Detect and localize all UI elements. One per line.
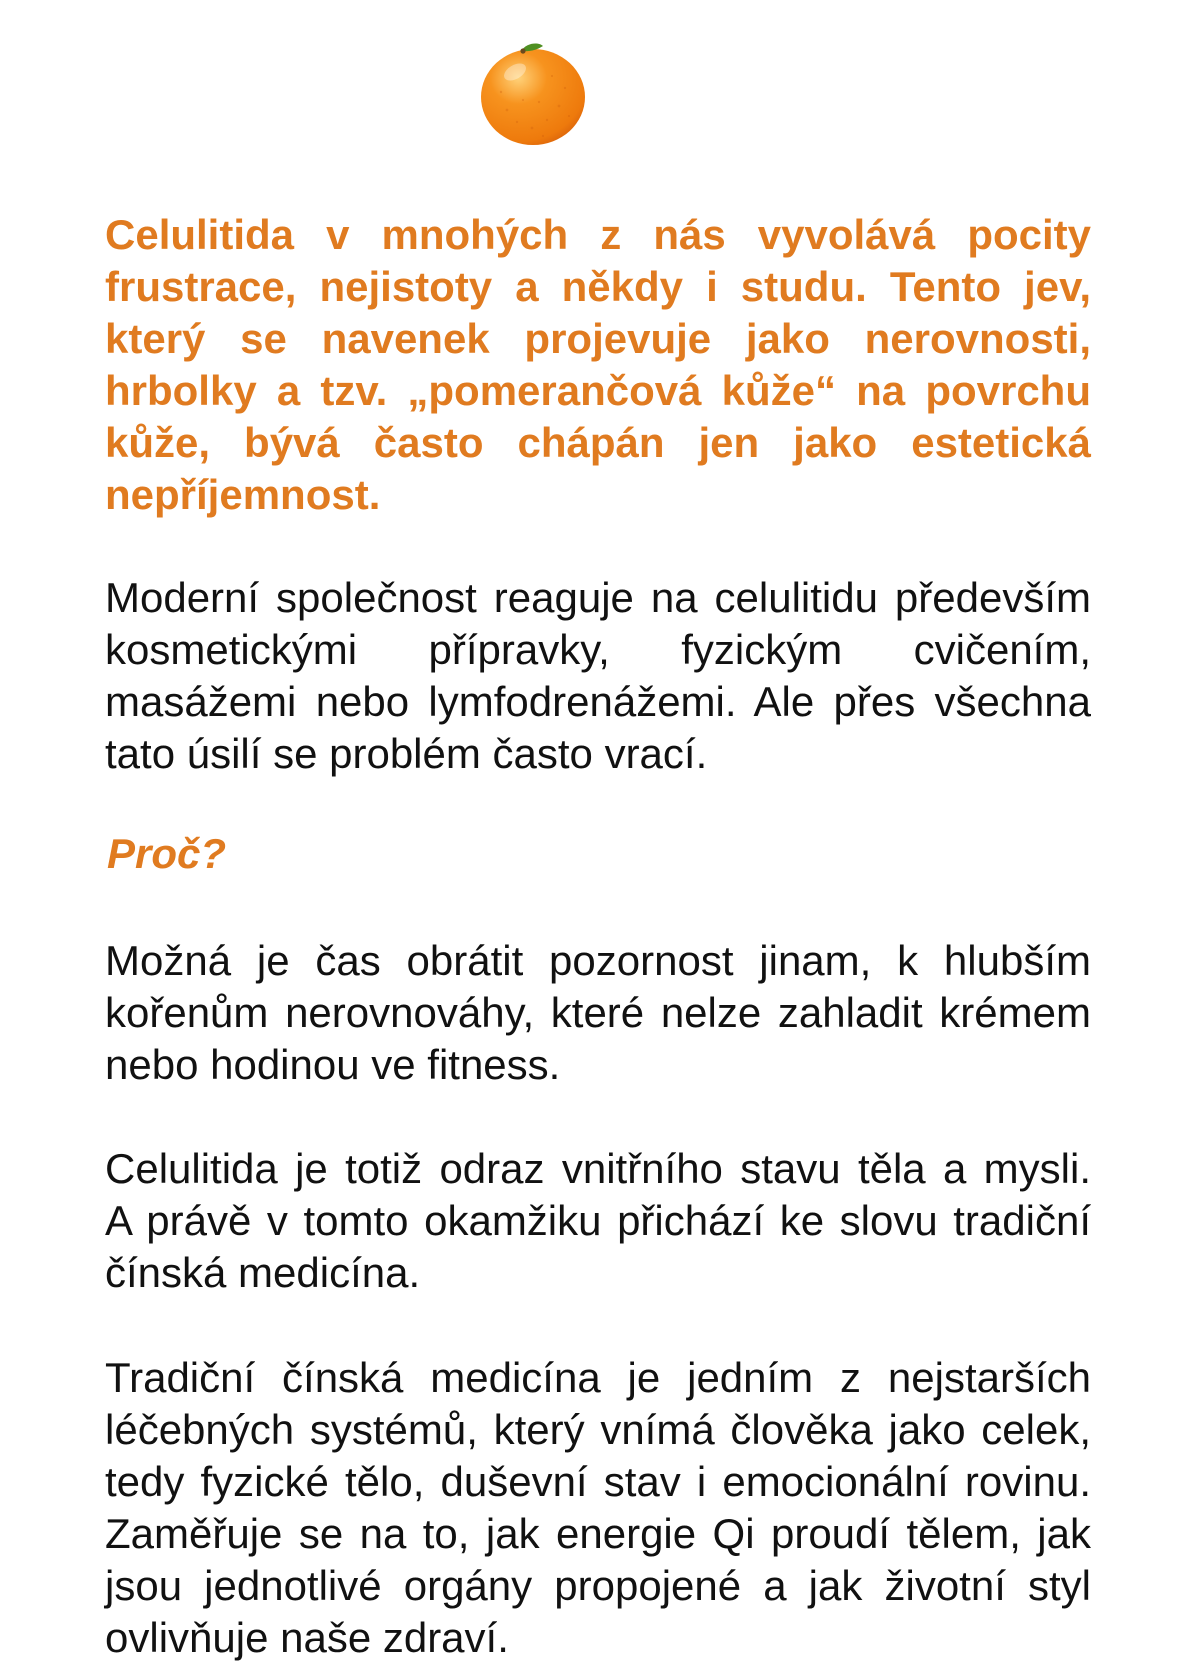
text-line: Tradiční čínská medicína je jedním z nejstarších bbox=[105, 1354, 1091, 1401]
text-line: frustrace, nejistoty a někdy i studu. Tento jev, bbox=[105, 263, 1091, 310]
body-mind-paragraph bbox=[105, 1143, 1091, 1299]
text-line: nebo hodinou ve fitness. bbox=[105, 1041, 561, 1088]
text-line: Zaměřuje se na to, jak energie Qi proudí tělem, jak bbox=[105, 1510, 1091, 1557]
text-line: Moderní společnost reaguje na celulitidu především bbox=[105, 574, 1091, 621]
text-line: masážemi nebo lymfodrenážemi. Ale přes všechna bbox=[105, 678, 1091, 725]
text-line: Celulitida je totiž odraz vnitřního stavu těla a mysli. bbox=[105, 1145, 1091, 1192]
text-line: Možná je čas obrátit pozornost jinam, k hlubším bbox=[105, 937, 1091, 984]
text-line: tedy fyzické tělo, duševní stav i emocionální rovinu. bbox=[105, 1458, 1091, 1505]
text-line: A právě v tomto okamžiku přichází ke slovu tradiční bbox=[105, 1197, 1091, 1244]
section-heading: Proč? bbox=[107, 830, 227, 877]
modern-approach-paragraph bbox=[105, 572, 1091, 780]
text-line: který se navenek projevuje jako nerovnosti, bbox=[105, 315, 1091, 362]
text-line: ovlivňuje naše zdraví. bbox=[105, 1614, 509, 1661]
text-line: Celulitida v mnohých z nás vyvolává pocity bbox=[105, 211, 1091, 258]
text-line: nepříjemnost. bbox=[105, 471, 381, 518]
text-line: hrbolky a tzv. „pomerančová kůže“ na povrchu bbox=[105, 367, 1091, 414]
text-line: čínská medicína. bbox=[105, 1249, 421, 1296]
orange-fruit-icon bbox=[477, 40, 589, 148]
text-line: tato úsilí se problém často vrací. bbox=[105, 730, 708, 777]
text-line: jsou jednotlivé orgány propojené a jak životní styl bbox=[105, 1562, 1091, 1609]
text-line: kůže, bývá často chápán jen jako estetická bbox=[105, 419, 1091, 466]
text-line: léčebných systémů, který vnímá člověka jako celek, bbox=[105, 1406, 1091, 1453]
text-line: kořenům nerovnováhy, které nelze zahladit krémem bbox=[105, 989, 1091, 1036]
intro-paragraph bbox=[105, 209, 1091, 521]
tcm-paragraph bbox=[105, 1352, 1091, 1664]
deeper-roots-paragraph bbox=[105, 935, 1091, 1091]
text-line: kosmetickými přípravky, fyzickým cvičením, bbox=[105, 626, 1091, 673]
